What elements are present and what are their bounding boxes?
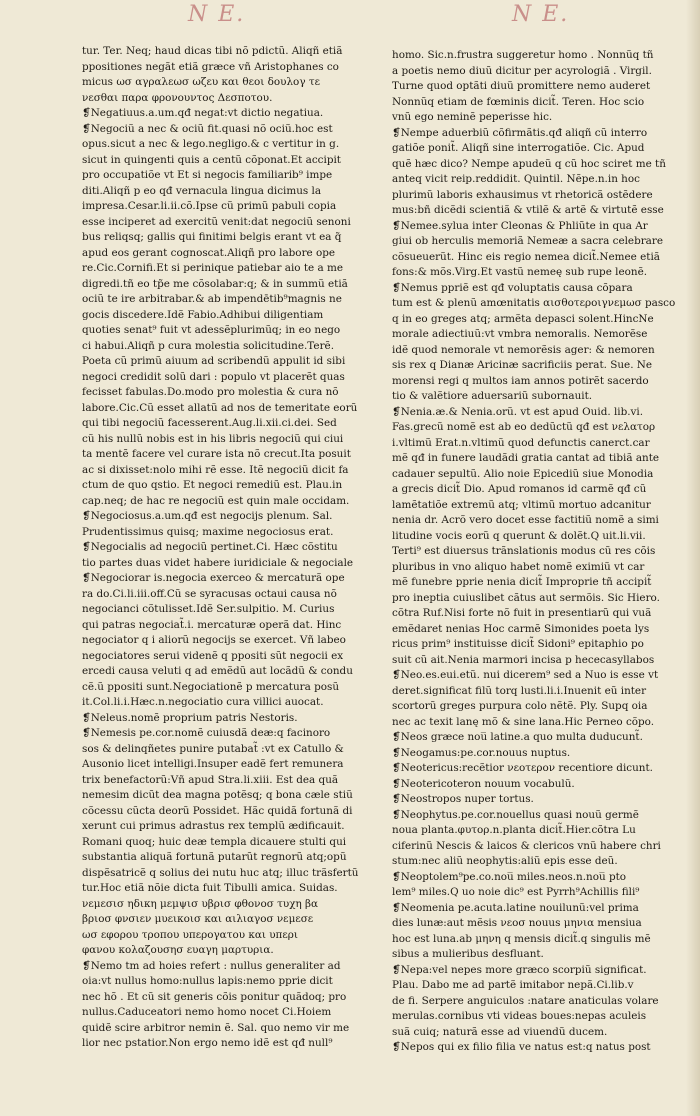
text-line: negoci credidit solũ dari : populo vt placerẽt quas (82, 370, 345, 383)
text-line: ercedi causa veluti q ad emẽdũ aut locãdũ & condu (82, 665, 353, 677)
text-line: gocis discedere.Idẽ Fabio.Adhibui diligentiam (82, 308, 324, 321)
text-line: ❡Neostropos nuper tortus. (392, 793, 534, 805)
text-line: ci habui.Aliqñ p cura molestia solicitudine.Terẽ. (82, 339, 334, 352)
text-line: pro ineptia cuiuslibet cãtus aut sermõis. Sic Hiero. (392, 591, 660, 604)
text-line: Fas.grecũ nomẽ est ab eo dedũctũ qđ est νελατορ (392, 421, 656, 433)
text-line: nec ac texit lanę mõ & sine lana.Hic Perneo cõpo. (392, 715, 655, 728)
text-line: dispẽsatricẽ q solius dei nutu huc atq; illuc trãsfertũ (82, 866, 359, 879)
text-line: nenia dr. Acrõ vero docet esse factitiũ nomẽ a simi (392, 514, 659, 526)
text-line: ❡Neomenia pe.acuta.latine nouilunũ:vel prima (392, 901, 639, 914)
text-line: sos & delinqñetes punire putabat̃ :vt ex Catullo & (82, 742, 344, 755)
text-line: sibus a mulieribus desfluant. (392, 948, 544, 960)
text-line: tio & valẽtiore aduersariũ subornauit. (392, 390, 593, 402)
text-line: ociũ te ire arbitrabar.& ab impendētib⁹magnis ne (82, 293, 342, 305)
text-line: νεσθαι παρα φρονουντος Δεσποτου. (82, 91, 273, 104)
text-line: apud eos gerant cognoscat.Aliqñ pro labore ope (82, 246, 336, 259)
text-line: ωσ εφορου τροπου υπερογατου και υπερι (82, 928, 298, 941)
text-line: tur. Ter. Neq; haud dicas tibi nõ pdictũ. Aliqñ etiã (82, 45, 343, 57)
text-line: ❡Neogamus:pe.cor.nouus nuptus. (392, 746, 571, 759)
text-line: qui tibi negociũ facesserent.Aug.li.xii.ci.dei. Sed (82, 417, 337, 429)
text-line: morensi regi q multos iam annos potirẽt sacerdo (392, 374, 649, 387)
text-line: ❡Neophytus.pe.cor.nouellus quasi nouũ germẽ (392, 808, 639, 821)
right-text-column (392, 48, 682, 1056)
text-line: scortorũ greges purpura colo nẽtẽ. Ply. Supq oia (392, 700, 648, 712)
text-line: giui ob herculis memoriã Nemeæ a sacra celebrare (392, 235, 663, 247)
text-line: cẽ.ũ ppositi sunt.Negociationẽ p mercatura posũ (82, 680, 340, 693)
text-line: nemesim dicũt dea magna potẽsq; q bona cæle stiũ (82, 789, 353, 801)
text-line: substantia aliquã fortunã putarũt regnorũ atq;opũ (82, 851, 347, 863)
text-line: suã cuiq; naturã esse ad viuendũ ducem. (392, 1025, 608, 1038)
text-line: labore.Cic.Cũ esset allatũ ad nos de temeritate eorũ (82, 401, 358, 414)
text-line: it.Col.li.i.Hæc.n.negociatio cura villici auocat. (82, 696, 324, 708)
text-line: quẽ hæc dico? Nempe apudeũ q cũ hoc sciret me tñ (392, 157, 666, 170)
left-text-column (82, 44, 374, 1052)
text-line: sis rex q Dianæ Aricinæ sacrificiis perat. Sue. Ne (392, 359, 653, 371)
text-line: tio partes duas videt habere iuridiciale & negociale (82, 556, 354, 569)
text-line: ❡Nenia.æ.& Nenia.orũ. vt est apud Ouid. lib.vi. (392, 405, 644, 418)
text-line: suit cũ ait.Nenia marmori incisa p hececasyllabos (392, 653, 655, 666)
text-line: homo. Sic.n.frustra suggeretur homo . Nonnũq tñ (392, 49, 654, 61)
text-line: digredi.tñ eo tp̃e me cõsolabar:q; & in summũ etiã (82, 277, 348, 290)
text-line: Romani quoq; huic deæ templa dicauere stulti qui (82, 835, 347, 848)
text-line: ❡Nemo tm ad hoies refert : nullus generaliter ad (82, 959, 341, 972)
text-line: noua planta.φυτορ.n.planta dicit̃.Hier.cõtra Lu (392, 824, 636, 836)
text-line: oia:vt nullus homo:nullus lapis:nemo pprie dicit (82, 975, 333, 987)
text-line: esse inciperet ad exercitũ venit:dat negociũ senoni (82, 215, 351, 228)
text-line: mẽ funebre pprie nenia dicit̃ Improprie tñ accipit̃ (392, 576, 652, 588)
text-line: Nonnũq etiam de fœminis dicit̃. Teren. Hoc scio (392, 95, 645, 108)
text-line: vnũ ego neminẽ peperisse hic. (392, 111, 553, 123)
text-line: ra do.Ci.li.iii.off.Cũ se syracusas octaui causa nõ (82, 587, 337, 600)
text-line: quidẽ scire arbitror nemin ẽ. Sal. quo nemo vir me (82, 1021, 350, 1034)
text-line: trix benefactorũ:Vñ apud Stra.li.xiii. Est dea quã (82, 773, 339, 786)
text-line: de fi. Serpere anguiculos :natare anaticulas volare (392, 994, 659, 1007)
text-line: ❡Neo.es.eui.etũ. nui dicerem⁹ sed a Nuo is esse vt (392, 669, 659, 681)
text-line: mus:bñ dicẽdi scientiã & vtilẽ & artẽ & virtutẽ esse (392, 204, 664, 216)
text-line: negociatores serui videnẽ q ppositi sũt negocii ex (82, 649, 344, 662)
text-line: ricus prim⁹ instituisse dicit̃ Sidoni⁹ epitaphio po (392, 638, 644, 650)
text-line: cõsueuerũt. Hinc eis regio nemea dicit̃.Nemee etiã (392, 250, 660, 263)
text-line: stum:nec aliũ neophytis:aliũ epis esse deũ. (392, 855, 618, 867)
text-line: qui patras negociat̃.i. mercaturæ operã dat. Hinc (82, 618, 342, 631)
text-line: lior nec pstatior.Non ergo nemo idẽ est qđ null⁹ (82, 1037, 333, 1049)
text-line: plurimũ laboris exhausimus vt rhetoricã ostẽdere (392, 188, 653, 201)
text-line: quoties senat⁹ fuit vt adessẽplurimũq; in eo nego (82, 324, 341, 336)
text-line: ❡Nepa:vel nepes more græco scorpiũ significat. (392, 963, 647, 976)
text-line: ❡Neotericus:recẽtior νεοτερον recentiore dicunt. (392, 762, 653, 774)
text-line: pluribus in vno aliquo habet nomẽ eximiũ vt car (392, 560, 645, 573)
text-line: fons:& mõs.Virg.Et vastũ nemeę sub rupe leonẽ. (392, 266, 648, 278)
text-line: lamẽtatiõe extremũ atq; vltimũ mortuo adcanitur (392, 498, 651, 511)
text-line: ❡Nemus ppriẽ est qđ voluptatis causa cõpara (392, 281, 633, 294)
text-line: ❡Neleus.nomẽ proprium patris Nestoris. (82, 711, 298, 724)
text-line: i.vltimũ Erat.n.vltimũ quod defunctis canerct.car (392, 436, 650, 449)
running-head-left: N E. (188, 2, 246, 27)
text-line: nullus.Caduceatori nemo homo nocet Ci.Hoiem (82, 1006, 332, 1018)
text-line: tur.Hoc etiã nõie dicta fuit Tibulli amica. Suidas. (82, 882, 338, 894)
text-line: cap.neq; de hac re negociũ est quin male occidam. (82, 494, 350, 507)
text-line: negociator q i aliorũ negocijs se exercet. Vñ labeo (82, 634, 346, 646)
text-line: fecisset fabulas.Do.modo pro molestia & cura nõ (82, 386, 339, 398)
text-line: cadauer sepultũ. Alio noie Epicediũ siue Monodia (392, 467, 654, 480)
running-head-right: N E. (512, 2, 570, 27)
text-line: Prudentissimus quisq; maxime negociosus erat. (82, 525, 334, 538)
text-line: ❡Neoptolem⁹pe.co.nou̅ miles.neos.n.nou̅ pto (392, 870, 627, 883)
text-line: lem⁹ miles.Q uo noie dic⁹ est Pyrrh⁹Achillis fili⁹ (392, 886, 640, 898)
page-edge (686, 0, 700, 1116)
text-line: ❡Nepos qui ex filio filia ve natus est:q natus post (392, 1041, 651, 1053)
text-line: opus.sicut a nec & lego.negligo.& c vertitur in g. (82, 138, 340, 150)
text-line: ❡Negociorar is.negocia exerceo & mercaturã ope (82, 572, 345, 584)
text-line: ❡Neos græce nou̅ latine.a quo multa duducunt̃. (392, 731, 643, 743)
text-line: ta mentẽ facere vel curare ista nõ crecut.Ita posuit (82, 448, 351, 460)
text-line: ctum de quo qstio. Et negoci remediũ est. Plau.in (82, 479, 343, 491)
text-line: diti.Aliqñ p eo qđ vernacula lingua dicimus la (82, 184, 322, 197)
text-line: mẽ qđ in funere laudãdi gratia cantat ad tibiã ante (392, 452, 660, 464)
text-line: φανου κολαζουσησ ευαγη μαρτυρια. (82, 944, 274, 956)
text-line: ❡Nempe aduerbiũ cõfirmãtis.qđ aliqñ cũ interro (392, 126, 648, 139)
text-line: bus reliqsq; gallis qui finitimi belgis erant vt ea q̃ (82, 231, 342, 243)
text-line: anteq vicit reip.reddidit. Quintil. Nẽpe.n.in hoc (392, 173, 640, 185)
text-line: pro occupatiõe vt Et si negocis familiarib⁹ impe (82, 169, 333, 181)
text-line: dies lunæ:aut mẽsis νεοσ nouus μηνια mensiua (392, 917, 642, 929)
text-line: deret.significat filũ torq lusti.li.i.Inuenit eũ inter (392, 684, 647, 697)
text-line: Turne quod optãti diuũ promittere nemo auderet (392, 80, 651, 92)
text-line: ❡Neotericoteron nouum vocabulũ. (392, 777, 575, 790)
text-line: a grecis dicit̃ Dio. Apud romanos id carmẽ qđ cũ (392, 483, 647, 495)
text-line: cõcessu cũcta deorũ Possidet. Hãc quidã fortunã di (82, 804, 353, 817)
text-line: micus ωσ αγραλεωσ ωζευ και θεοι δουλογ τε (82, 76, 320, 88)
text-line: cũ his nullũ nobis est in his libris negociũ qui ciui (82, 432, 344, 445)
text-line: hoc est luna.ab μηνη q mensis dicit̃.q singulis mẽ (392, 932, 651, 945)
text-line: ❡Negociosus.a.um.qđ est negocijs plenum. Sal. (82, 510, 333, 522)
text-line: ❡Nemee.sylua inter Cleonas & Phliũte in qua Ar (392, 219, 648, 232)
text-line: ppositiones negãt etiã græce vñ Aristophanes co (82, 60, 339, 73)
text-line: a poetis nemo diuũ dicitur per acyrologiã . Virgil. (392, 64, 652, 77)
text-line: sicut in quingenti quis a centũ cõponat.Et accipit (82, 153, 341, 166)
text-line: ❡Negocialis ad negociũ pertinet.Ci. Hæc cõstitu (82, 541, 338, 553)
text-line: litudine vocis eorũ q querunt & dolẽt.Q uit.li.vii. (392, 529, 646, 542)
text-line: nec hõ . Et cũ sit generis cõis ponitur quãdoq; pro (82, 990, 347, 1003)
text-line: gatiõe ponit̃. Aliqñ sine interrogatiõe. Cic. Apud (392, 142, 645, 154)
text-line: tum est & plenũ amœnitatis αισθοτεροιγνεμωσ pasco (392, 297, 676, 309)
text-line: negocianci cõtulisset.Idẽ Ser.sulpitio. M. Curius (82, 603, 335, 615)
text-line: ❡Negatiuus.a.um.qđ negat:vt dictio negatiua. (82, 107, 324, 119)
text-line: νεμεσισ ηδικη μεμψισ υβρισ φθονοσ τυχη βα (82, 897, 319, 910)
text-line: re.Cic.Cornifi.Et si perinique patiebar aio te a me (82, 262, 343, 274)
text-line: impresa.Cesar.li.ii.cõ.Ipse cũ primũ pabuli copia (82, 200, 337, 212)
text-line: idẽ quod nemorale vt nemorẽsis ager: & nemoren (392, 343, 655, 356)
text-line: ❡Negociũ a nec & ociũ fit.quasi nõ ociũ.hoc est (82, 122, 333, 135)
text-line: merulas.cornibus vti videas boues:nepas aculeis (392, 1010, 647, 1022)
text-line: Plau. Dabo me ad partẽ imitabor nepã.Ci.lib.v (392, 979, 634, 991)
text-line: Ausonio licet intelligi.Insuper eadẽ fert remunera (82, 758, 344, 770)
text-line: ❡Nemesis pe.cor.nomẽ cuiusdã deæ:q facinoro (82, 727, 331, 739)
text-line: q in eo greges atq; armẽta depasci solent.HincNe (392, 312, 654, 325)
text-line: cõtra Ruf.Nisi forte nõ fuit in presentiarũ qui vuã (392, 607, 652, 619)
text-line: ac si dixisset:nolo mihi rẽ esse. Itẽ negociũ dicit fa (82, 463, 349, 476)
text-line: xerunt cui primus adrastus rex templũ ædificauit. (82, 820, 345, 832)
text-line: morale adiectiuũ:vt vmbra nemoralis. Nemorẽse (392, 328, 648, 340)
text-line: emẽdaret nenias Hoc carmẽ Simonides poeta lys (392, 622, 650, 635)
text-line: Terti⁹ est diuersus trãnslationis modus cũ res cõis (392, 545, 656, 557)
bottom-margin (0, 1060, 700, 1116)
text-line: ciferinũ Nescis & laicos & clericos vnũ habere chri (392, 839, 661, 852)
text-line: βριοσ φνσιεν μυεικοισ και αιλιαγοσ νεμεσε (82, 913, 314, 925)
text-line: Poeta cũ primũ aiuum ad scribendũ appulit id sibi (82, 355, 346, 367)
